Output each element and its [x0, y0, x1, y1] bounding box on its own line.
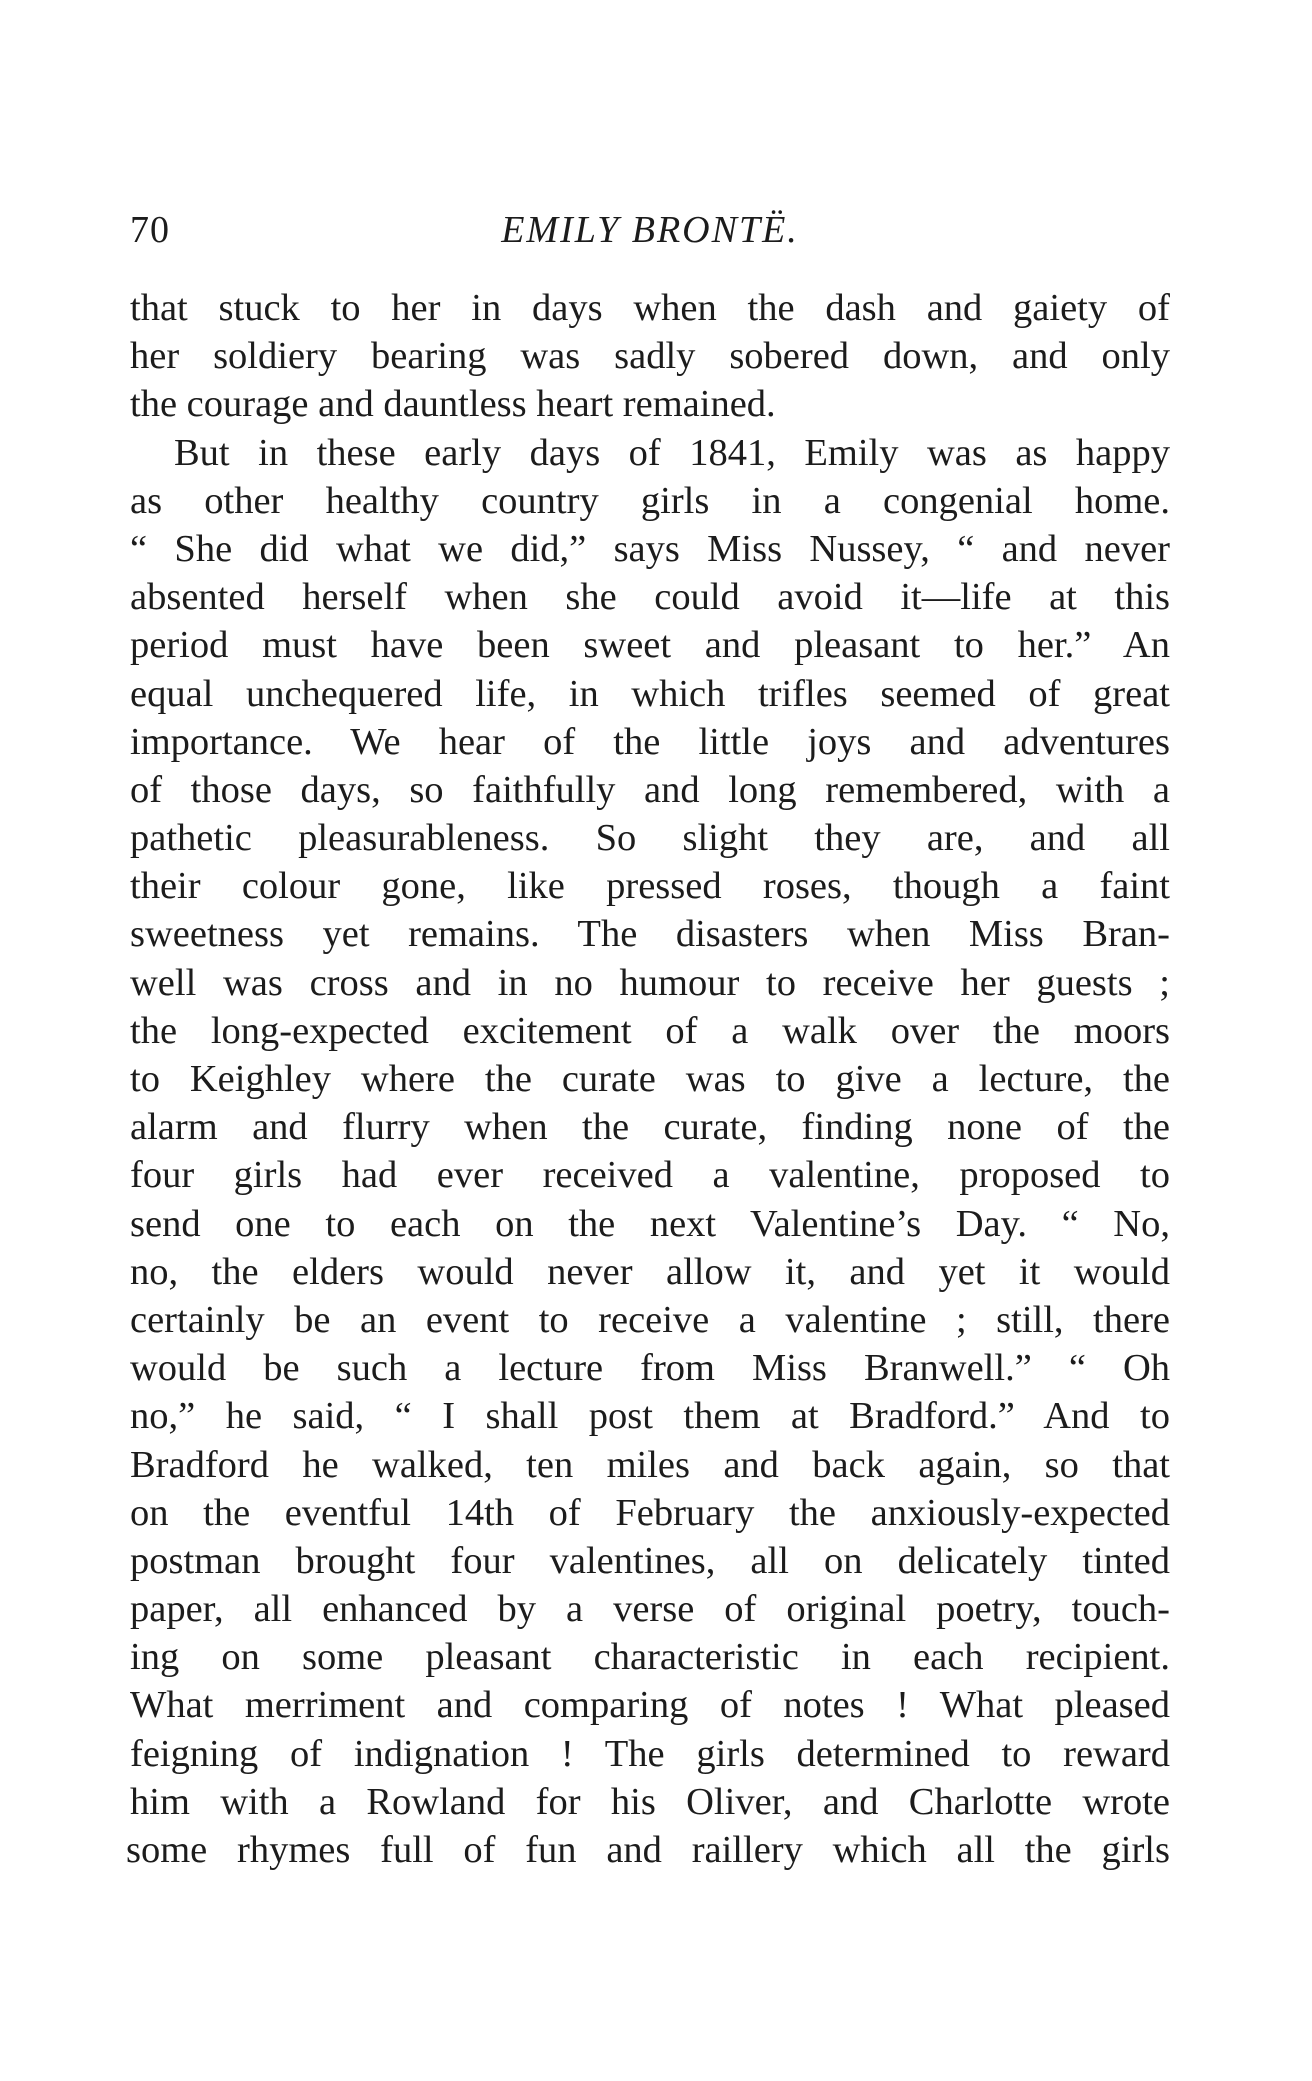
text-line: “ She did what we did,” says Miss Nussey, “ and never: [130, 527, 1170, 570]
text-line: What merriment and comparing of notes ! What pleased: [130, 1684, 1170, 1727]
text-line: alarm and flurry when the curate, finding none of the: [130, 1106, 1170, 1149]
text-line: the courage and dauntless heart remained.: [130, 383, 776, 426]
text-line: of those days, so faithfully and long remembered, with a: [130, 768, 1170, 811]
text-line: send one to each on the next Valentine’s Day. “ No,: [130, 1202, 1170, 1245]
text-line: the long-expected excitement of a walk over the moors: [130, 1009, 1170, 1052]
text-line: him with a Rowland for his Oliver, and Charlotte wrote: [130, 1780, 1170, 1823]
text-line: some rhymes full of fun and raillery which all the girls: [126, 1829, 1170, 1871]
paragraph-start-line: But in these early days of 1841, Emily was as happy: [174, 431, 1170, 474]
text-line: would be such a lecture from Miss Branwell.” “ Oh: [130, 1347, 1170, 1390]
text-line: postman brought four valentines, all on delicately tinted: [130, 1539, 1170, 1582]
text-line: that stuck to her in days when the dash and gaiety of: [130, 287, 1170, 329]
text-line: on the eventful 14th of February the anxiously-expected: [130, 1491, 1170, 1534]
text-line: her soldiery bearing was sadly sobered down, and only: [130, 335, 1170, 378]
text-line: equal unchequered life, in which trifles seemed of great: [130, 672, 1170, 715]
text-line: well was cross and in no humour to receive her guests ;: [130, 961, 1170, 1004]
text-line: Bradford he walked, ten miles and back again, so that: [130, 1443, 1170, 1486]
text-line: sweetness yet remains. The disasters when Miss Bran-: [130, 913, 1170, 956]
running-title: EMILY BRONTË.: [501, 209, 799, 251]
text-line: certainly be an event to receive a valentine ; still, there: [130, 1298, 1170, 1341]
page-number: 70: [130, 209, 170, 251]
text-line: their colour gone, like pressed roses, though a faint: [130, 865, 1170, 908]
text-line: absented herself when she could avoid it—life at this: [130, 576, 1170, 619]
text-line: no,” he said, “ I shall post them at Bradford.” And to: [130, 1395, 1170, 1438]
text-line: to Keighley where the curate was to give a lecture, the: [130, 1058, 1170, 1100]
text-line: paper, all enhanced by a verse of original poetry, touch-: [130, 1588, 1170, 1631]
body-text: [126, 284, 1170, 1874]
text-line: pathetic pleasurableness. So slight they are, and all: [130, 817, 1170, 860]
text-line: ing on some pleasant characteristic in each recipient.: [130, 1636, 1170, 1679]
text-line: no, the elders would never allow it, and yet it would: [130, 1250, 1170, 1293]
text-line: period must have been sweet and pleasant to her.” An: [130, 624, 1170, 667]
text-line: as other healthy country girls in a congenial home.: [130, 479, 1170, 522]
text-line: feigning of indignation ! The girls determined to reward: [130, 1732, 1170, 1775]
running-head: [130, 208, 1170, 258]
text-line: importance. We hear of the little joys and adventures: [130, 720, 1170, 763]
text-line: four girls had ever received a valentine, proposed to: [130, 1154, 1170, 1197]
